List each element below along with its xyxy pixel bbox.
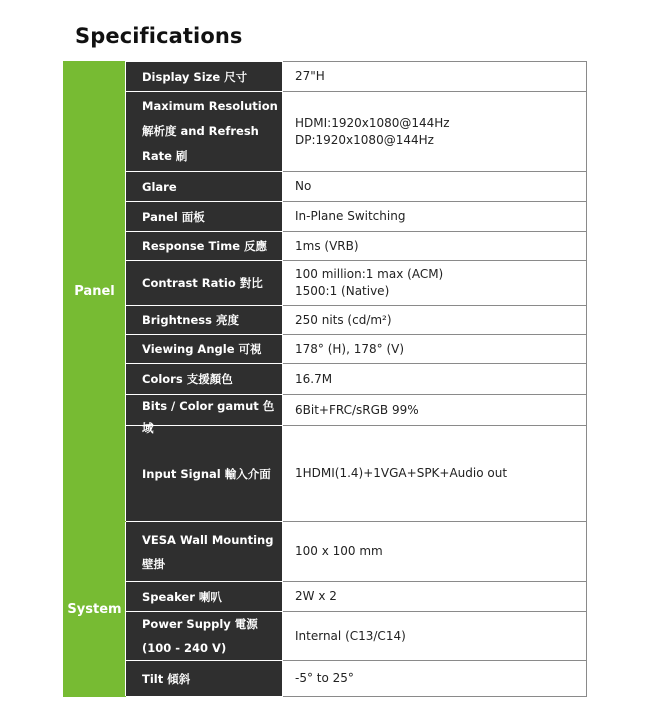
spec-value: 1ms (VRB)	[283, 232, 587, 261]
spec-value: HDMI:1920x1080@144Hz DP:1920x1080@144Hz	[283, 92, 587, 172]
spec-label: Power Supply 電源 (100 - 240 V)	[126, 612, 283, 661]
table-row	[64, 582, 587, 612]
spec-label: Tilt 傾斜	[126, 661, 283, 697]
spec-label: Panel 面板	[126, 202, 283, 232]
group-label-panel: Panel	[64, 62, 126, 522]
spec-value: 27"H	[283, 62, 587, 92]
spec-value: 100 x 100 mm	[283, 522, 587, 582]
spec-value: 16.7M	[283, 364, 587, 395]
spec-label: Maximum Resolution 解析度 and Refresh Rate 刷	[126, 92, 283, 172]
table-row	[64, 335, 587, 364]
spec-label: Bits / Color gamut 色域	[126, 395, 283, 426]
spec-label: Viewing Angle 可視	[126, 335, 283, 364]
spec-value: Internal (C13/C14)	[283, 612, 587, 661]
table-row	[64, 612, 587, 661]
spec-label: Speaker 喇叭	[126, 582, 283, 612]
spec-label: Display Size 尺寸	[126, 62, 283, 92]
spec-value: 250 nits (cd/m²)	[283, 306, 587, 335]
spec-label: VESA Wall Mounting 壁掛	[126, 522, 283, 582]
table-row	[64, 395, 587, 426]
table-row	[64, 364, 587, 395]
spec-value: In-Plane Switching	[283, 202, 587, 232]
table-row	[64, 92, 587, 172]
spec-value: 2W x 2	[283, 582, 587, 612]
table-row	[64, 426, 587, 522]
spec-label: Brightness 亮度	[126, 306, 283, 335]
spec-label: Colors 支援顏色	[126, 364, 283, 395]
group-label-system: System	[64, 522, 126, 697]
table-row	[64, 306, 587, 335]
table-row	[64, 522, 587, 582]
spec-label: Contrast Ratio 對比	[126, 261, 283, 306]
specifications-table	[63, 61, 587, 697]
table-row	[64, 202, 587, 232]
spec-value: -5° to 25°	[283, 661, 587, 697]
spec-value: No	[283, 172, 587, 202]
spec-value: 178° (H), 178° (V)	[283, 335, 587, 364]
table-row	[64, 62, 587, 92]
spec-label: Glare	[126, 172, 283, 202]
table-row	[64, 232, 587, 261]
spec-value: 1HDMI(1.4)+1VGA+SPK+Audio out	[283, 426, 587, 522]
spec-value: 6Bit+FRC/sRGB 99%	[283, 395, 587, 426]
page-title: Specifications	[75, 24, 243, 48]
spec-value: 100 million:1 max (ACM) 1500:1 (Native)	[283, 261, 587, 306]
table-row	[64, 261, 587, 306]
spec-label: Response Time 反應	[126, 232, 283, 261]
spec-label: Input Signal 輸入介面	[126, 426, 283, 522]
table-row	[64, 661, 587, 697]
table-row	[64, 172, 587, 202]
